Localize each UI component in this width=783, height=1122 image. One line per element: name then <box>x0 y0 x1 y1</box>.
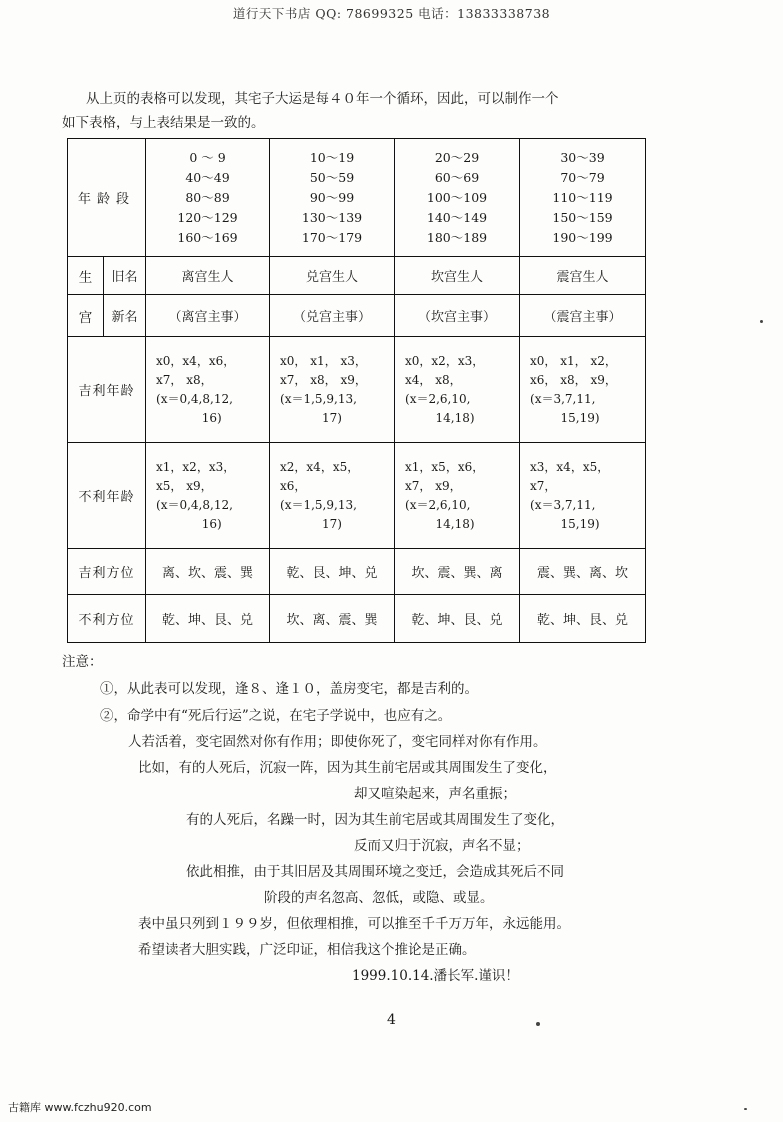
age-range: 120～129 <box>177 209 238 225</box>
old-name-label: 旧名 <box>104 257 146 295</box>
age-range: 170～179 <box>301 229 363 245</box>
unlucky-direction-row <box>68 595 646 643</box>
unlucky-direction-cell: 乾、坤、艮、兑 <box>520 595 646 643</box>
lucky-years-row <box>68 337 646 443</box>
new-name-cell: （坎宫主事） <box>395 295 520 337</box>
note-line: 比如，有的人死后，沉寂一阵，因为其生前宅居或其周围发生了变化， <box>138 760 557 776</box>
scan-speck <box>744 1108 747 1110</box>
unlucky-years-cell <box>270 443 395 549</box>
scan-speck <box>536 1022 540 1026</box>
scan-speck <box>760 320 763 323</box>
old-name-row <box>68 257 646 295</box>
old-name-cell: 坎宫生人 <box>395 257 520 295</box>
unlucky-years-cell <box>146 443 270 549</box>
lucky-years-cell <box>146 337 270 443</box>
unlucky-years-label: 不利年龄 <box>68 443 146 549</box>
note-line: 表中虽只列到１９９岁，但依理相推，可以推至千千万万年，永远能用。 <box>138 916 570 932</box>
age-table <box>67 138 646 643</box>
lucky-years-text: x0，x2，x3， x4， x8， (x＝2,6,10, 14,18) <box>405 353 485 425</box>
age-range: 20～29 <box>434 149 480 165</box>
unlucky-years-cell <box>395 443 520 549</box>
lucky-direction-cell: 离、坎、震、巽 <box>146 549 270 595</box>
age-range: 140～149 <box>426 209 488 225</box>
note-line: 依此相推，由于其旧居及其周围环境之变迁，会造成其死后不同 <box>186 864 564 880</box>
page-header: 道行天下书店 QQ: 78699325 电话：13833338738 <box>232 6 551 21</box>
footer-watermark: 古籍库 www.fczhu920.com <box>8 1101 152 1114</box>
age-range: 10～19 <box>309 149 355 165</box>
page-number: 4 <box>387 1012 396 1028</box>
intro-line-2: 如下表格，与上表结果是一致的。 <box>62 115 265 131</box>
new-name-cell: （震宫主事） <box>520 295 646 337</box>
gong-char: 宫 <box>68 295 104 337</box>
old-name-cell: 震宫生人 <box>520 257 646 295</box>
age-range: 60～69 <box>434 169 480 185</box>
age-range: 150～159 <box>552 209 613 225</box>
lucky-direction-cell: 坎、震、巽、离 <box>395 549 520 595</box>
lucky-years-text: x0，x4，x6， x7， x8， (x＝0,4,8,12, 16) <box>156 353 236 425</box>
age-row <box>68 139 646 257</box>
age-range: 0 ～ 9 <box>189 149 226 165</box>
age-group-cell <box>395 139 520 257</box>
age-range: 80～89 <box>185 189 230 205</box>
age-range: 50～59 <box>309 169 355 185</box>
new-name-row <box>68 295 646 337</box>
lucky-years-text: x0， x1， x3， x7， x8， x9， (x＝1,5,9,13, 17) <box>280 353 367 425</box>
unlucky-direction-cell: 坎、离、震、巽 <box>270 595 395 643</box>
lucky-years-cell <box>395 337 520 443</box>
intro-paragraph <box>62 87 662 135</box>
age-range: 30～39 <box>560 149 605 165</box>
notes-title: 注意： <box>62 654 103 670</box>
age-group-cell <box>520 139 646 257</box>
note-line: 却又喧染起来，声名重振； <box>354 786 516 802</box>
signature: 1999.10.14.潘长军.谨识！ <box>352 968 519 984</box>
note-2: ②，命学中有“死后行运”之说，在宅子学说中，也应有之。 <box>100 708 452 724</box>
unlucky-years-text: x1，x5，x6， x7， x9， (x＝2,6,10, 14,18) <box>405 459 485 531</box>
intro-line-1: 从上页的表格可以发现，其宅子大运是每４０年一个循环，因此，可以制作一个 <box>86 91 559 107</box>
age-range: 70～79 <box>560 169 605 185</box>
note-line: 反而又归于沉寂，声名不显； <box>354 838 530 854</box>
unlucky-years-text: x1，x2，x3， x5， x9， (x＝0,4,8,12, 16) <box>156 459 236 531</box>
unlucky-years-cell <box>520 443 646 549</box>
age-label: 年龄段 <box>68 139 146 257</box>
age-range: 130～139 <box>301 209 363 225</box>
new-name-cell: （兑宫主事） <box>270 295 395 337</box>
old-name-cell: 兑宫生人 <box>270 257 395 295</box>
lucky-years-cell <box>270 337 395 443</box>
unlucky-direction-label: 不利方位 <box>68 595 146 643</box>
lucky-years-text: x0， x1， x2， x6， x8， x9， (x＝3,7,11, 15,19) <box>530 353 617 425</box>
age-range: 100～109 <box>426 189 488 205</box>
age-range: 190～199 <box>552 229 613 245</box>
unlucky-years-row <box>68 443 646 549</box>
unlucky-direction-cell: 乾、坤、艮、兑 <box>395 595 520 643</box>
age-range: 110～119 <box>552 189 613 205</box>
note-line: 希望读者大胆实践，广泛印证，相信我这个推论是正确。 <box>138 942 476 958</box>
note-line: 阶段的声名忽高、忽低，或隐、或显。 <box>264 890 494 906</box>
sheng-char: 生 <box>68 257 104 295</box>
new-name-label: 新名 <box>104 295 146 337</box>
age-range: 90～99 <box>309 189 355 205</box>
age-range: 40～49 <box>185 169 230 185</box>
lucky-years-label: 吉利年龄 <box>68 337 146 443</box>
note-1: ①，从此表可以发现，逢８、逢１０，盖房变宅，都是吉利的。 <box>100 681 478 697</box>
age-group-cell <box>270 139 395 257</box>
unlucky-years-text: x2，x4，x5， x6， (x＝1,5,9,13, 17) <box>280 459 360 531</box>
lucky-direction-cell: 乾、艮、坤、兑 <box>270 549 395 595</box>
age-range: 180～189 <box>426 229 488 245</box>
lucky-years-cell <box>520 337 646 443</box>
note-line: 有的人死后，名躁一时，因为其生前宅居或其周围发生了变化， <box>186 812 564 828</box>
lucky-direction-row <box>68 549 646 595</box>
old-name-cell: 离宫生人 <box>146 257 270 295</box>
lucky-direction-label: 吉利方位 <box>68 549 146 595</box>
unlucky-direction-cell: 乾、坤、艮、兑 <box>146 595 270 643</box>
unlucky-years-text: x3，x4，x5， x7， (x＝3,7,11, 15,19) <box>530 459 610 531</box>
age-group-cell <box>146 139 270 257</box>
new-name-cell: （离宫主事） <box>146 295 270 337</box>
note-line: 人若活着，变宅固然对你有作用；即使你死了，变宅同样对你有作用。 <box>128 734 547 750</box>
age-range: 160～169 <box>177 229 238 245</box>
lucky-direction-cell: 震、巽、离、坎 <box>520 549 646 595</box>
